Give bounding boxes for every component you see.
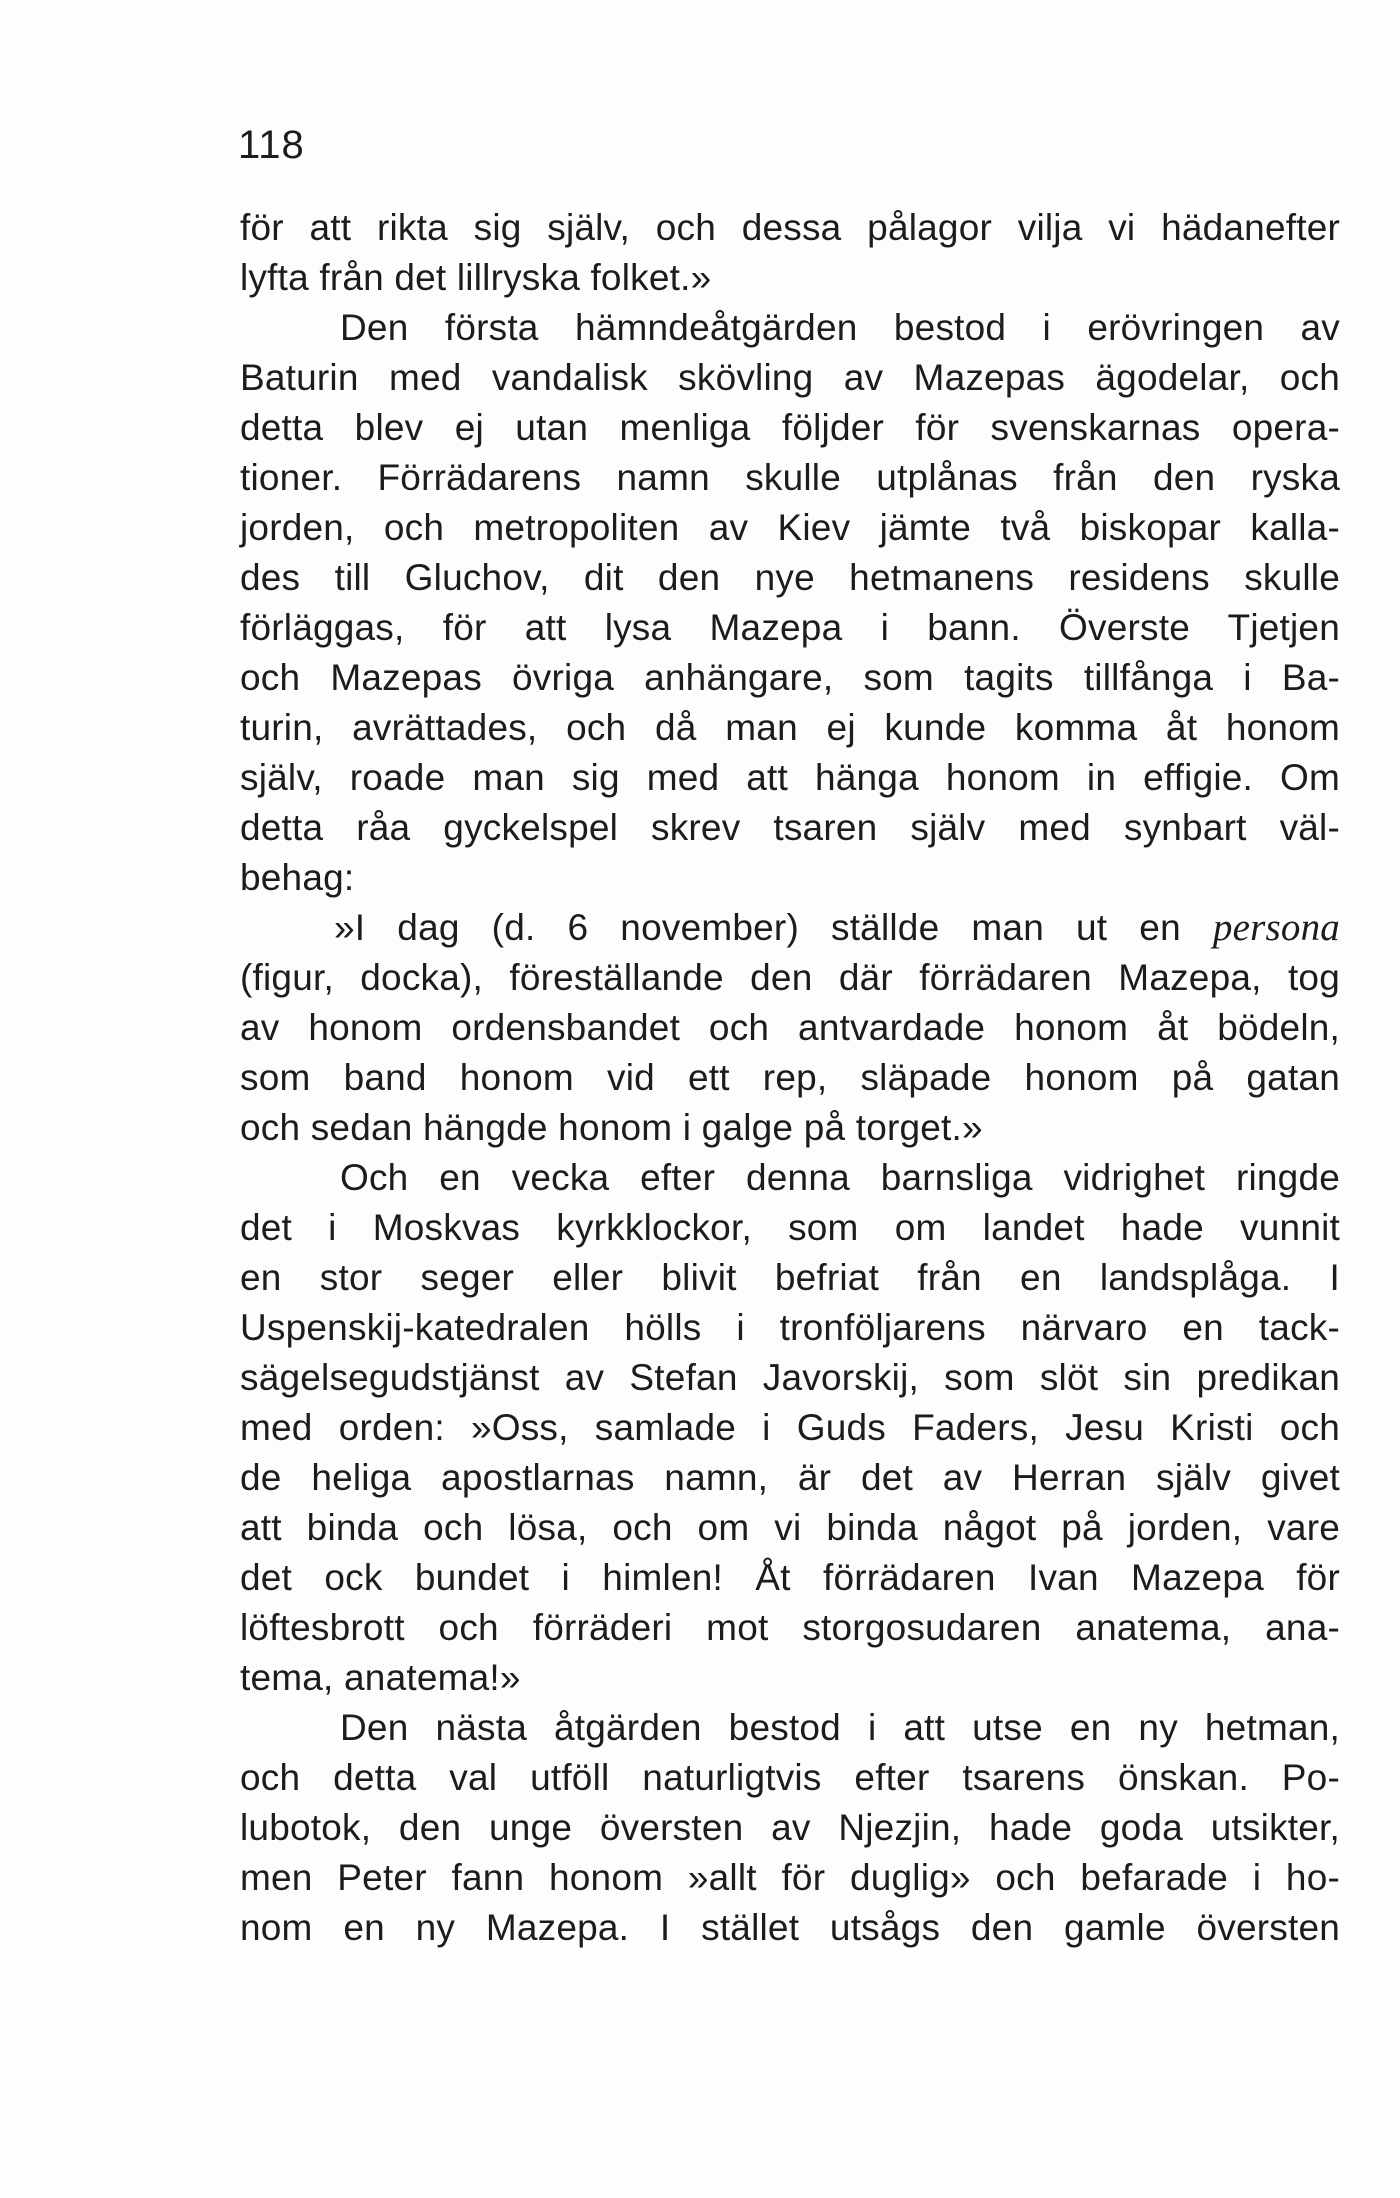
text-line: tema, anatema!»	[240, 1657, 521, 1698]
text-line: men Peter fann honom »allt för duglig» och befarade i ho-	[240, 1857, 1340, 1898]
text-line: jorden, och metropoliten av Kiev jämte två biskopar kalla-	[240, 507, 1340, 548]
text-line: behag:	[240, 857, 355, 898]
text-line: och detta val utföll naturligtvis efter tsarens önskan. Po-	[240, 1757, 1340, 1798]
text-line: nom en ny Mazepa. I stället utsågs den gamle översten	[240, 1907, 1340, 1948]
text-line: sägelsegudstjänst av Stefan Javorskij, som slöt sin predikan	[240, 1357, 1340, 1398]
text-line: löftesbrott och förräderi mot storgosudaren anatema, ana-	[240, 1607, 1340, 1648]
body-text	[240, 203, 1340, 1953]
text-line: turin, avrättades, och då man ej kunde komma åt honom	[240, 707, 1340, 748]
text-line: det i Moskvas kyrkklockor, som om landet hade vunnit	[240, 1207, 1340, 1248]
text-line	[240, 903, 1340, 953]
text-line: detta råa gyckelspel skrev tsaren själv med synbart väl-	[240, 807, 1340, 848]
text-line: och Mazepas övriga anhängare, som tagits tillfånga i Ba-	[240, 657, 1340, 698]
text-line: Uspenskij-katedralen hölls i tronföljarens närvaro en tack-	[240, 1307, 1340, 1348]
text-line: Och en vecka efter denna barnsliga vidrighet ringde	[340, 1157, 1340, 1198]
text-line: Den nästa åtgärden bestod i att utse en ny hetman,	[340, 1707, 1340, 1748]
text-line: lyfta från det lillryska folket.»	[240, 257, 712, 298]
text-line: som band honom vid ett rep, släpade honom på gatan	[240, 1057, 1340, 1098]
text-line: för att rikta sig själv, och dessa pålagor vilja vi hädanefter	[240, 207, 1340, 248]
text-line: av honom ordensbandet och antvardade honom åt bödeln,	[240, 1007, 1340, 1048]
text-line: de heliga apostlarnas namn, är det av Herran själv givet	[240, 1457, 1340, 1498]
italic-term: persona	[1212, 906, 1340, 949]
text-line: förläggas, för att lysa Mazepa i bann. Överste Tjetjen	[240, 607, 1340, 648]
text-line: (figur, docka), föreställande den där förrädaren Mazepa, tog	[240, 957, 1340, 998]
text-line: Den första hämndeåtgärden bestod i erövringen av	[340, 307, 1340, 348]
page-number: 118	[238, 123, 305, 167]
text-line: med orden: »Oss, samlade i Guds Faders, Jesu Kristi och	[240, 1407, 1340, 1448]
quote-text: »I dag (d. 6 november) ställde man ut en	[334, 907, 1181, 948]
text-line: att binda och lösa, och om vi binda något på jorden, vare	[240, 1507, 1340, 1548]
text-line: det ock bundet i himlen! Åt förrädaren Ivan Mazepa för	[240, 1557, 1340, 1598]
text-line: själv, roade man sig med att hänga honom in effigie. Om	[240, 757, 1340, 798]
text-line: tioner. Förrädarens namn skulle utplånas från den ryska	[240, 457, 1340, 498]
text-line: Baturin med vandalisk skövling av Mazepas ägodelar, och	[240, 357, 1340, 398]
text-line: och sedan hängde honom i galge på torget.»	[240, 1107, 983, 1148]
text-line: en stor seger eller blivit befriat från en landsplåga. I	[240, 1257, 1340, 1298]
text-line: des till Gluchov, dit den nye hetmanens residens skulle	[240, 557, 1340, 598]
text-line: lubotok, den unge översten av Njezjin, hade goda utsikter,	[240, 1807, 1340, 1848]
text-line: detta blev ej utan menliga följder för svenskarnas opera-	[240, 407, 1340, 448]
